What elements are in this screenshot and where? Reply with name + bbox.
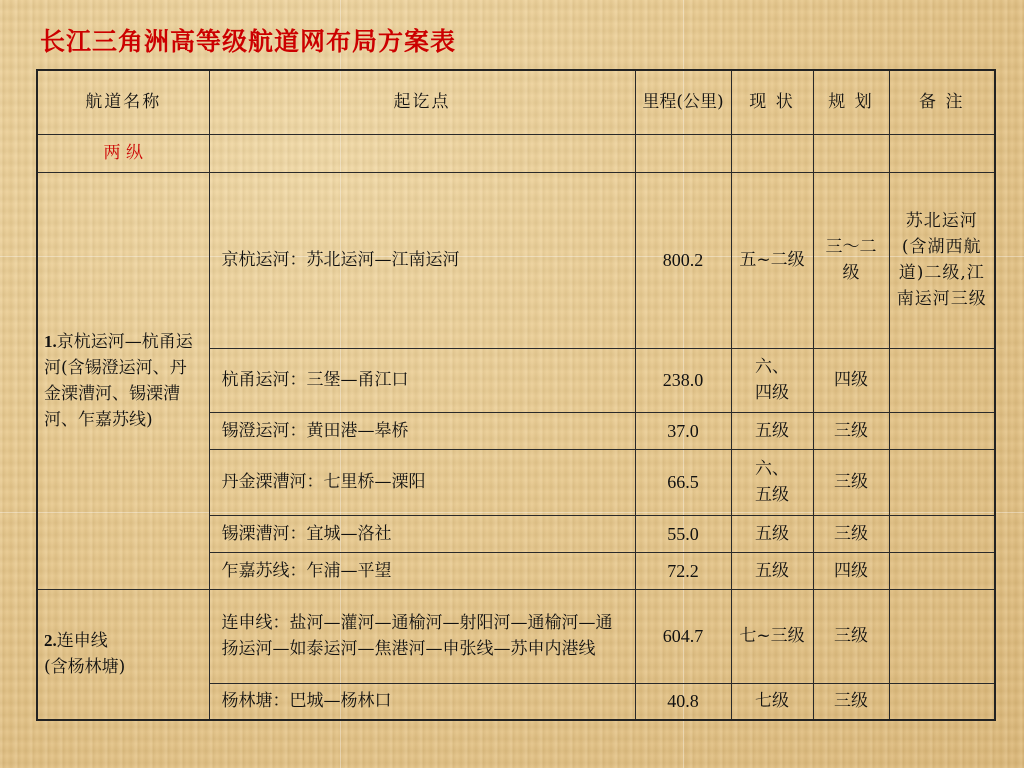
plan-cell: 三级 [813,683,889,720]
length-cell: 800.2 [635,172,731,348]
waterway-plan-table [36,69,996,721]
section-row [37,134,995,172]
status-cell: 五~二级 [731,172,813,348]
group-name: 连申线 [56,631,108,652]
length-cell: 238.0 [635,348,731,412]
table-row [37,589,995,683]
status-cell: 五级 [731,412,813,449]
length-cell: 604.7 [635,589,731,683]
status-cell: 五级 [731,552,813,589]
group-number: 1. [44,331,57,351]
plan-cell: 四级 [813,552,889,589]
group-name-note: (含杨林塘) [44,657,126,678]
plan-cell: 四级 [813,348,889,412]
length-cell: 40.8 [635,683,731,720]
length-cell: 37.0 [635,412,731,449]
group-name: 京杭运河—杭甬运河(含锡澄运河、丹金溧漕河、锡溧漕河、乍嘉苏线) [44,331,193,430]
plan-cell: 三级 [813,589,889,683]
status-cell: 六、四级 [731,348,813,412]
page-title: 长江三角洲高等级航道网布局方案表 [40,27,457,56]
range-cell: 乍嘉苏线：乍浦—平望 [209,552,635,589]
remark-cell [889,589,995,683]
remark-cell [889,515,995,552]
length-cell: 66.5 [635,449,731,515]
plan-cell: 三级 [813,412,889,449]
status-cell: 六、五级 [731,449,813,515]
status-cell: 七级 [731,683,813,720]
status-cell: 七~三级 [731,589,813,683]
remark-cell [889,348,995,412]
status-cell: 五级 [731,515,813,552]
plan-cell: 三级 [813,515,889,552]
header-plan: 规 划 [813,70,889,134]
range-cell: 杭甬运河：三堡—甬江口 [209,348,635,412]
header-remark: 备 注 [889,70,995,134]
header-length: 里程(公里) [635,70,731,134]
header-range: 起讫点 [209,70,635,134]
remark-cell [889,412,995,449]
group-name-cell [37,172,209,589]
group-number: 2. [44,631,57,651]
range-cell: 连申线：盐河—灌河—通榆河—射阳河—通榆河—通扬运河—如泰运河—焦港河—申张线—苏申内港线 [209,589,635,683]
length-cell: 55.0 [635,515,731,552]
plan-cell: 三级 [813,449,889,515]
remark-cell [889,552,995,589]
range-cell: 锡澄运河：黄田港—皋桥 [209,412,635,449]
range-cell: 丹金溧漕河：七里桥—溧阳 [209,449,635,515]
table-header-row [37,70,995,134]
table-row [37,172,995,348]
remark-cell [889,449,995,515]
range-cell: 锡溧漕河：宜城—洛社 [209,515,635,552]
group-name-cell [37,589,209,720]
header-status: 现 状 [731,70,813,134]
plan-cell: 三～二级 [813,172,889,348]
section-label: 两 纵 [37,134,209,172]
length-cell: 72.2 [635,552,731,589]
remark-cell: 苏北运河(含湖西航道)二级,江南运河三级 [889,172,995,348]
header-name: 航道名称 [37,70,209,134]
range-cell: 杨林塘：巴城—杨林口 [209,683,635,720]
range-cell: 京杭运河：苏北运河—江南运河 [209,172,635,348]
remark-cell [889,683,995,720]
